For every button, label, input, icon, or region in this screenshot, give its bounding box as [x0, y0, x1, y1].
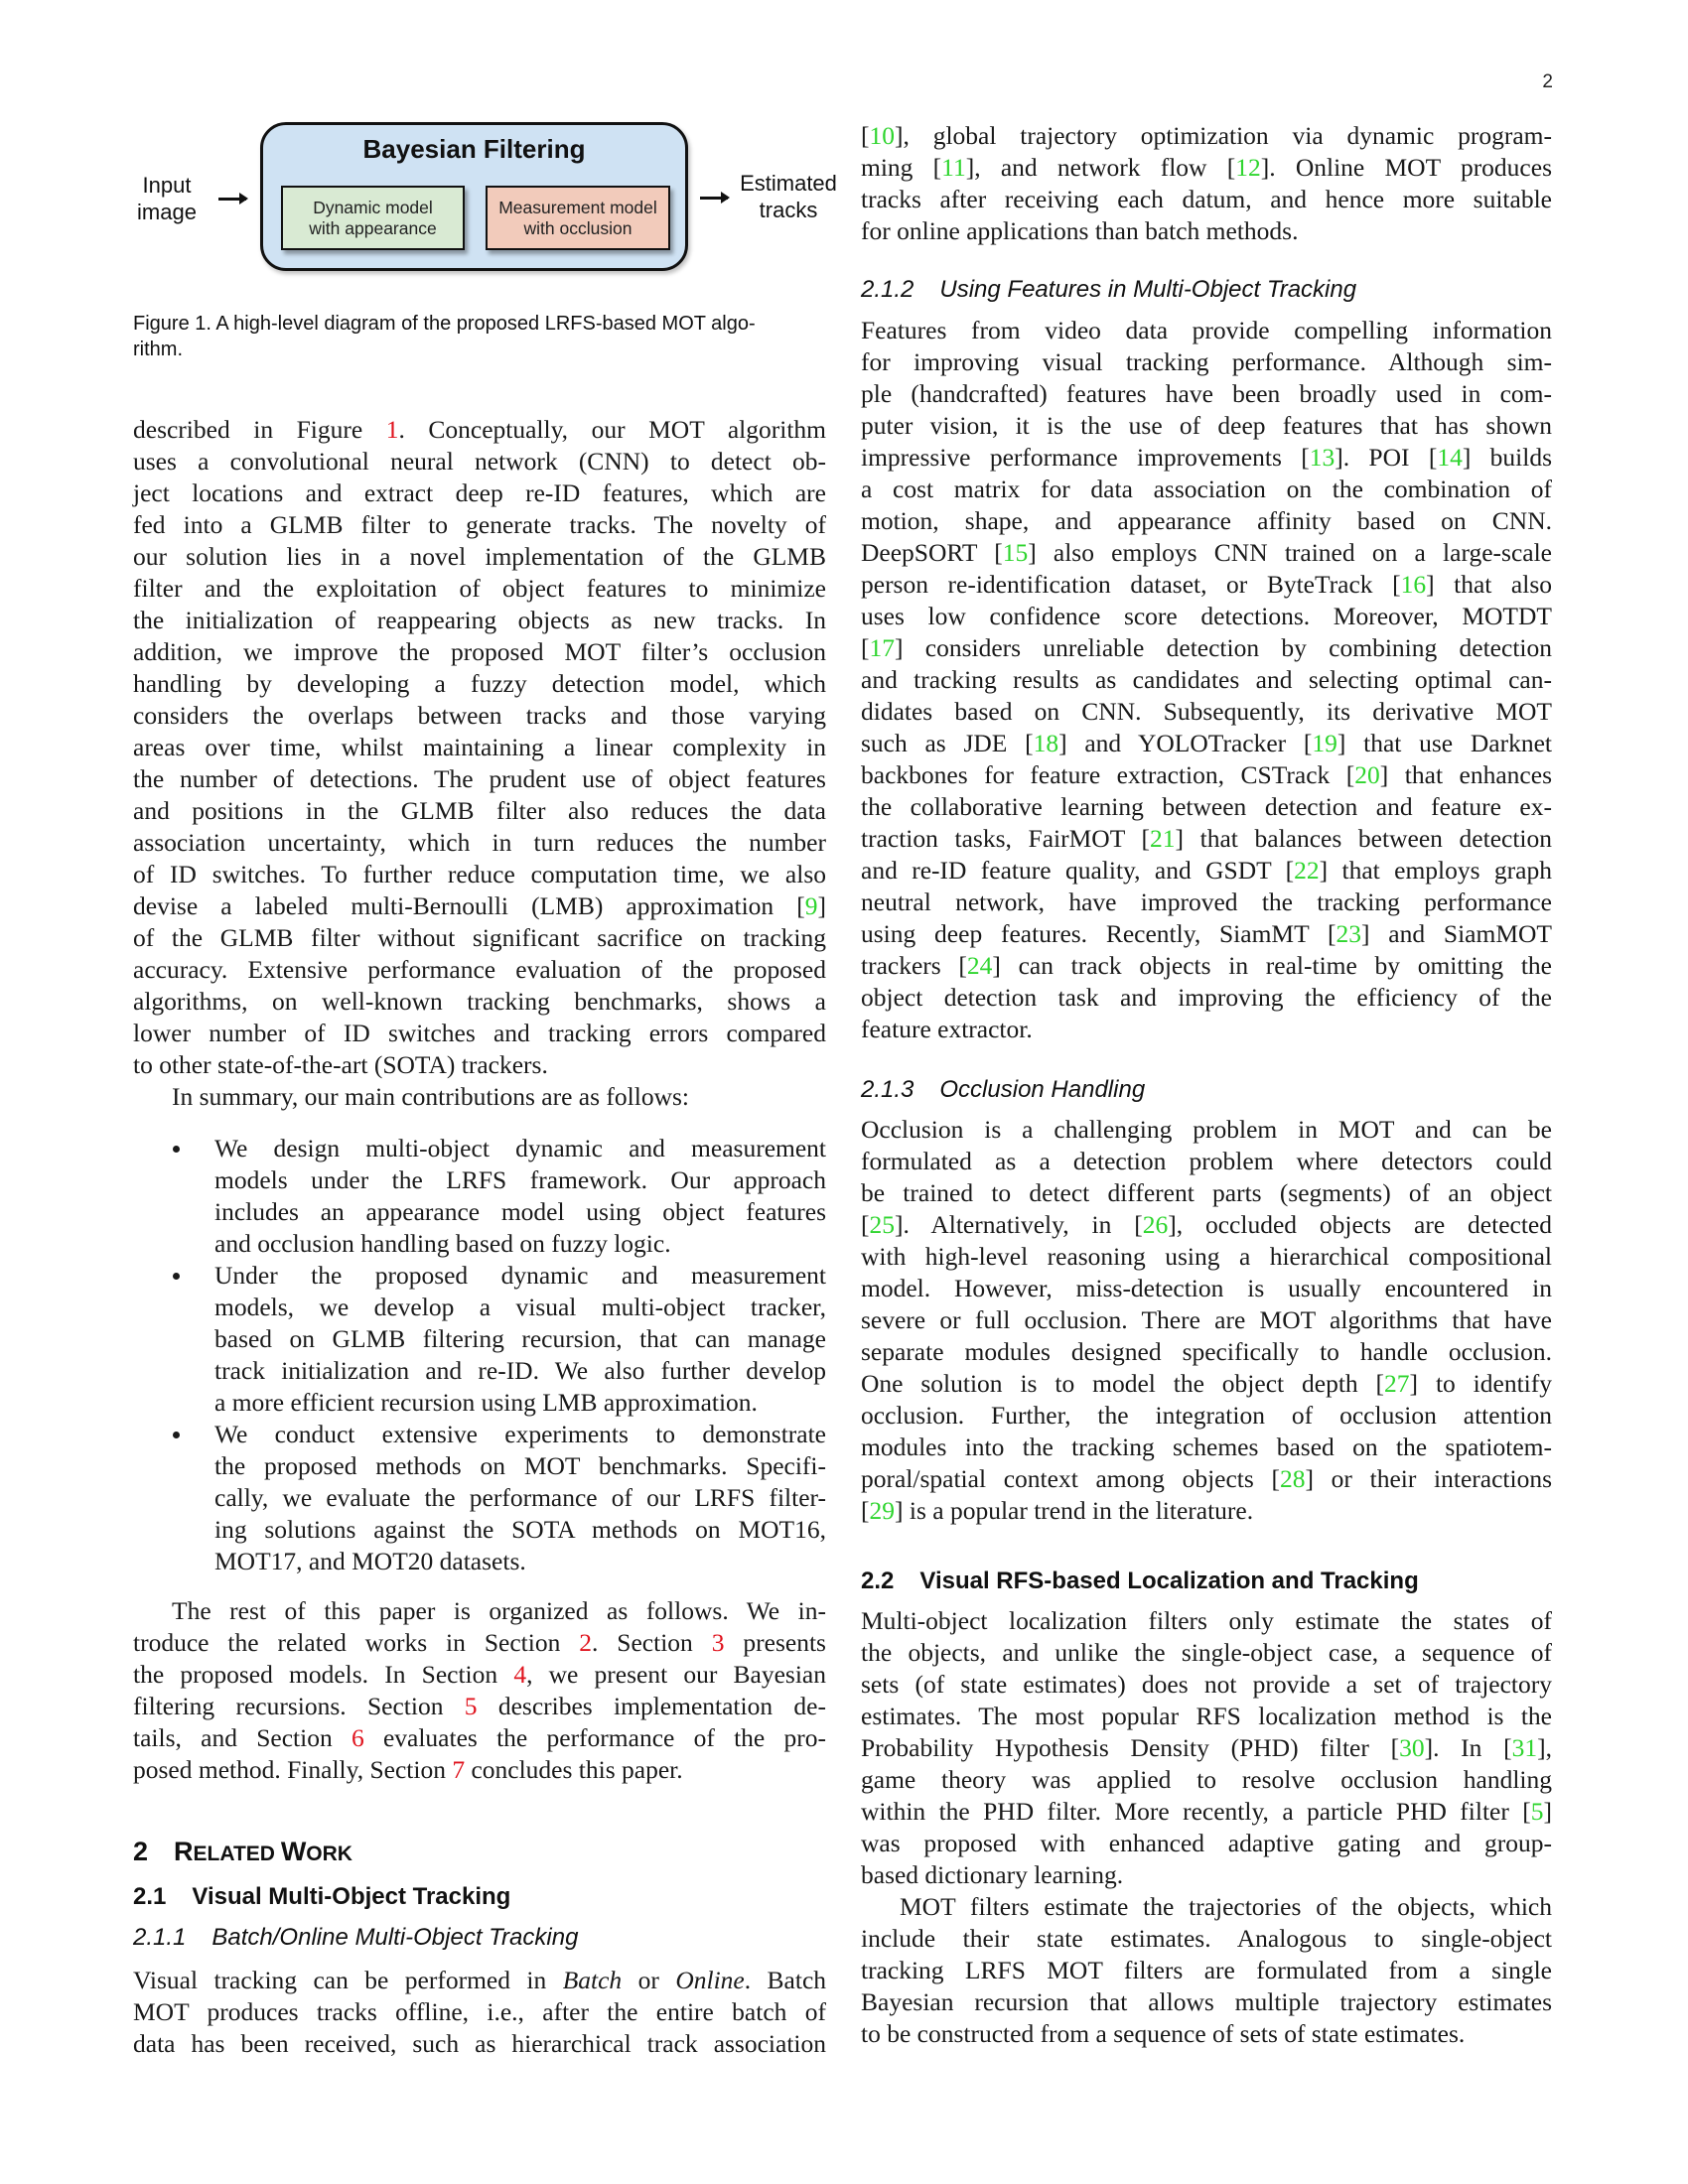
- section-number: 2.2: [861, 1568, 895, 1594]
- heading-cap: W: [280, 1837, 307, 1866]
- text-line: include their state estimates. Analogous to single-object: [861, 1924, 1552, 1953]
- citation-link[interactable]: 30: [1399, 1733, 1425, 1762]
- text-line: Visual tracking can be performed in Batch or Online. Batch: [133, 1966, 827, 1994]
- text-line: tails, and Section 6 evaluates the performance of the pro-: [133, 1723, 826, 1752]
- text-line: described in Figure 1. Conceptually, our MOT algorithm: [133, 415, 826, 444]
- citation-link[interactable]: 16: [1400, 570, 1427, 599]
- text-line: puter vision, it is the use of deep features that has shown: [861, 411, 1552, 440]
- text-line: ject locations and extract deep re-ID features, which are: [133, 478, 826, 507]
- text-line: and positions in the GLMB filter also reduces the data: [133, 796, 826, 825]
- organization-paragraph: [133, 1595, 826, 1786]
- citation-link[interactable]: 12: [1235, 153, 1261, 182]
- text-line: our solution lies in a novel implementation of the GLMB: [133, 542, 826, 571]
- citation-link[interactable]: 11: [941, 153, 966, 182]
- text-line: model. However, miss-detection is usually encountered in: [861, 1274, 1552, 1302]
- text-line: Multi-object localization filters only estimate the states of: [861, 1606, 1552, 1635]
- crossref-link[interactable]: 2: [579, 1628, 592, 1657]
- text-line: of ID switches. To further reduce computation time, we also: [133, 860, 826, 888]
- text-line: for online applications than batch methods.: [861, 216, 1299, 245]
- caption-line: rithm.: [133, 339, 183, 360]
- text-line: uses low confidence score detections. Moreover, MOTDT: [861, 602, 1552, 630]
- text-line: filter and the exploitation of object features to minimize: [133, 574, 826, 603]
- citation-link[interactable]: 13: [1309, 443, 1336, 472]
- intro-paragraph: [133, 414, 826, 1081]
- crossref-link[interactable]: 7: [452, 1755, 466, 1784]
- text-line: Bayesian recursion that allows multiple trajectory estimates: [861, 1987, 1552, 2016]
- citation-link[interactable]: 20: [1354, 760, 1380, 789]
- text-line: object detection task and improving the efficiency of the: [861, 983, 1552, 1012]
- emphasis: Online: [675, 1966, 745, 1994]
- section-number: 2.1.1: [133, 1924, 187, 1951]
- citation-link[interactable]: 19: [1312, 729, 1337, 757]
- text-line: [10], global trajectory optimization via dynamic program-: [861, 121, 1552, 150]
- text-line: game theory was applied to resolve occlusion handling: [861, 1765, 1552, 1794]
- citation-link[interactable]: 26: [1142, 1210, 1169, 1239]
- text-line: for improving visual tracking performance. Although sim-: [861, 347, 1552, 376]
- contribution-item: [133, 1419, 826, 1577]
- text-line: filtering recursions. Section 5 describes implementation de-: [133, 1692, 826, 1720]
- citation-link[interactable]: 22: [1294, 856, 1320, 885]
- bullet-icon: [173, 1146, 180, 1153]
- text-line: MOT filters estimate the trajectories of the objects, which: [900, 1892, 1552, 1921]
- text-line: estimates. The most popular RFS localization method is the: [861, 1702, 1552, 1730]
- figure-caption: [133, 311, 828, 362]
- emphasis: Batch: [562, 1966, 623, 1994]
- section-heading-2-1-3: [861, 1076, 1145, 1104]
- section-heading-2-2: [861, 1568, 1419, 1595]
- text-line: to be constructed from a sequence of sets of state estimates.: [861, 2019, 1466, 2048]
- text-line: data has been received, such as hierarchical track association: [133, 2029, 826, 2058]
- mot-filters-paragraph: [861, 1891, 1552, 2050]
- text-line: considers the overlaps between tracks and those varying: [133, 701, 826, 730]
- caption-line: Figure 1. A high-level diagram of the proposed LRFS-based MOT algo-: [133, 313, 756, 335]
- citation-link[interactable]: 9: [804, 891, 818, 920]
- text-line: a cost matrix for data association on the combination of: [861, 475, 1552, 503]
- text-line: neutral network, have improved the tracking performance: [861, 887, 1552, 916]
- text-line: We design multi-object dynamic and measurement: [214, 1134, 826, 1162]
- text-line: impressive performance improvements [13]. POI [14] builds: [861, 443, 1552, 472]
- text-line: of the GLMB filter without significant sacrifice on tracking: [133, 923, 826, 952]
- text-line: handling by developing a fuzzy detection model, which: [133, 669, 826, 698]
- citation-link[interactable]: 27: [1384, 1369, 1410, 1398]
- contribution-item: [133, 1260, 826, 1419]
- text-line: and tracking results as candidates and selecting optimal can-: [861, 665, 1552, 694]
- text-line: models under the LRFS framework. Our approach: [214, 1165, 826, 1194]
- bullet-icon: [173, 1273, 180, 1280]
- heading-smallcaps: ELATED: [193, 1843, 281, 1865]
- citation-link[interactable]: 29: [869, 1496, 895, 1525]
- text-line: troduce the related works in Section 2. Section 3 presents: [133, 1628, 826, 1657]
- crossref-link[interactable]: 5: [464, 1692, 478, 1720]
- output-label-line: tracks: [759, 198, 818, 222]
- contributions-list: [133, 1133, 826, 1577]
- citation-link[interactable]: 24: [966, 951, 993, 980]
- text-line: motion, shape, and appearance affinity based on CNN.: [861, 506, 1552, 535]
- section-title: Occlusion Handling: [939, 1076, 1146, 1103]
- text-line: formulated as a detection problem where detectors could: [861, 1147, 1552, 1175]
- text-line: The rest of this paper is organized as follows. We in-: [172, 1596, 826, 1625]
- text-line: lower number of ID switches and tracking errors compared: [133, 1019, 826, 1047]
- citation-link[interactable]: 17: [869, 633, 895, 662]
- text-line: based on GLMB filtering recursion, that can manage: [214, 1324, 826, 1353]
- text-line: cally, we evaluate the performance of our LRFS filter-: [214, 1483, 826, 1512]
- section-number: 2.1.2: [861, 276, 914, 303]
- text-line: feature extractor.: [861, 1015, 1033, 1043]
- contribution-item: [133, 1133, 826, 1260]
- page-number: 2: [1542, 71, 1553, 92]
- occlusion-paragraph: [861, 1114, 1552, 1527]
- text-line: to other state-of-the-art (SOTA) trackers.: [133, 1050, 548, 1079]
- features-paragraph: [861, 315, 1552, 1045]
- text-line: devise a labeled multi-Bernoulli (LMB) approximation [9]: [133, 891, 826, 920]
- section-heading-2-1-1: [133, 1924, 578, 1952]
- section-number: 2.1.3: [861, 1076, 914, 1103]
- text-line: addition, we improve the proposed MOT filter’s occlusion: [133, 637, 826, 666]
- text-line: be trained to detect different parts (segments) of an object: [861, 1178, 1552, 1207]
- output-label-line: Estimated: [740, 171, 837, 196]
- text-line: traction tasks, FairMOT [21] that balances between detection: [861, 824, 1552, 853]
- text-line: Under the proposed dynamic and measurement: [214, 1261, 826, 1290]
- text-line: areas over time, whilst maintaining a linear complexity in: [133, 733, 826, 761]
- text-line: [29] is a popular trend in the literature.: [861, 1496, 1254, 1525]
- text-line: [17] considers unreliable detection by combining detection: [861, 633, 1552, 662]
- citation-link[interactable]: 18: [1033, 729, 1059, 757]
- dynamic-model-line: with appearance: [309, 217, 437, 238]
- citation-link[interactable]: 23: [1336, 919, 1361, 948]
- input-image-label: [127, 172, 207, 225]
- text-line: the objects, and unlike the single-object case, a sequence of: [861, 1638, 1552, 1667]
- text-line: track initialization and re-ID. We also further develop: [214, 1356, 826, 1385]
- measurement-model-box: [486, 186, 670, 250]
- text-line: the proposed models. In Section 4, we present our Bayesian: [133, 1660, 826, 1689]
- section-heading-2: [133, 1837, 352, 1867]
- section-title: Using Features in Multi-Object Tracking: [939, 276, 1357, 303]
- text-line: MOT17, and MOT20 datasets.: [214, 1547, 526, 1575]
- section-title: Visual Multi-Object Tracking: [192, 1883, 511, 1910]
- text-line: didates based on CNN. Subsequently, its derivative MOT: [861, 697, 1552, 726]
- citation-link[interactable]: 14: [1437, 443, 1463, 472]
- input-label-line: image: [137, 200, 197, 224]
- text-line: One solution is to model the object depth [27] to identify: [861, 1369, 1552, 1398]
- citation-link[interactable]: 21: [1149, 824, 1176, 853]
- section-number: 2: [133, 1837, 149, 1866]
- citation-link[interactable]: 31: [1511, 1733, 1538, 1762]
- text-line: based dictionary learning.: [861, 1860, 1124, 1889]
- text-line: models, we develop a visual multi-object tracker,: [214, 1293, 826, 1321]
- text-line: ple (handcrafted) features have been broadly used in com-: [861, 379, 1552, 408]
- section-heading-2-1: [133, 1883, 510, 1911]
- batch-online-paragraph: [133, 1965, 826, 2060]
- text-line: occlusion. Further, the integration of occlusion attention: [861, 1401, 1552, 1430]
- citation-link[interactable]: 28: [1280, 1464, 1306, 1493]
- text-line: the collaborative learning between detection and feature ex-: [861, 792, 1552, 821]
- arrow-right-icon: [218, 198, 246, 201]
- dynamic-model-box: [281, 186, 465, 250]
- text-line: tracking LRFS MOT filters are formulated from a single: [861, 1956, 1552, 1984]
- text-line: the initialization of reappearing objects as new tracks. In: [133, 606, 826, 634]
- text-line: poral/spatial context among objects [28] or their interactions: [861, 1464, 1552, 1493]
- citation-link[interactable]: 10: [869, 121, 895, 150]
- heading-cap: R: [174, 1837, 194, 1866]
- text-line: backbones for feature extraction, CSTrack [20] that enhances: [861, 760, 1552, 789]
- text-line: fed into a GLMB filter to generate tracks. The novelty of: [133, 510, 826, 539]
- measurement-model-line: Measurement model: [498, 197, 657, 217]
- text-line: the number of detections. The prudent use of object features: [133, 764, 826, 793]
- text-line: algorithms, on well-known tracking benchmarks, shows a: [133, 987, 826, 1016]
- text-line: posed method. Finally, Section 7 concludes this paper.: [133, 1755, 683, 1784]
- batch-online-continued: [861, 120, 1552, 247]
- text-line: ing solutions against the SOTA methods on MOT16,: [214, 1515, 826, 1544]
- text-line: using deep features. Recently, SiamMT [23] and SiamMOT: [861, 919, 1552, 948]
- text-line: such as JDE [18] and YOLOTracker [19] that use Darknet: [861, 729, 1552, 757]
- heading-smallcaps: ORK: [306, 1843, 352, 1865]
- bayesian-filtering-title: Bayesian Filtering: [362, 134, 586, 164]
- arrow-right-icon: [700, 197, 728, 200]
- section-heading-2-1-2: [861, 276, 1356, 304]
- bullet-icon: [173, 1432, 180, 1438]
- text-line: We conduct extensive experiments to demonstrate: [214, 1420, 826, 1448]
- text-line: [25]. Alternatively, in [26], occluded objects are detected: [861, 1210, 1552, 1239]
- citation-link[interactable]: 25: [869, 1210, 895, 1239]
- text-line: Probability Hypothesis Density (PHD) filter [30]. In [31],: [861, 1733, 1552, 1762]
- text-line: tracks after receiving each datum, and hence more suitable: [861, 185, 1552, 213]
- section-number: 2.1: [133, 1883, 167, 1910]
- text-line: the proposed methods on MOT benchmarks. Specifi-: [214, 1451, 826, 1480]
- crossref-link[interactable]: 3: [711, 1628, 725, 1657]
- citation-link[interactable]: 15: [1002, 538, 1029, 567]
- text-line: MOT produces tracks offline, i.e., after the entire batch of: [133, 1997, 826, 2026]
- text-line: DeepSORT [15] also employs CNN trained on a large-scale: [861, 538, 1552, 567]
- text-line: separate modules designed specifically to handle occlusion.: [861, 1337, 1552, 1366]
- text-line: a more efficient recursion using LMB approximation.: [214, 1388, 758, 1417]
- text-line: severe or full occlusion. There are MOT algorithms that have: [861, 1305, 1552, 1334]
- section-title: Visual RFS-based Localization and Tracking: [919, 1568, 1419, 1594]
- crossref-link[interactable]: 1: [385, 415, 399, 444]
- crossref-link[interactable]: 4: [513, 1660, 527, 1689]
- estimated-tracks-label: [733, 170, 844, 223]
- text-line: sets (of state estimates) does not provide a set of trajectory: [861, 1670, 1552, 1699]
- text-line: includes an appearance model using object features: [214, 1197, 826, 1226]
- summary-intro: [133, 1081, 826, 1113]
- text-line: modules into the tracking schemes based on the spatiotem-: [861, 1433, 1552, 1461]
- text-line: and occlusion handling based on fuzzy logic.: [214, 1229, 671, 1258]
- measurement-model-line: with occlusion: [523, 217, 633, 238]
- dynamic-model-line: Dynamic model: [313, 197, 433, 217]
- text-line: In summary, our main contributions are as follows:: [172, 1082, 689, 1111]
- text-line: association uncertainty, which in turn reduces the number: [133, 828, 826, 857]
- text-line: Features from video data provide compelling information: [861, 316, 1552, 344]
- text-line: uses a convolutional neural network (CNN) to detect ob-: [133, 447, 826, 476]
- text-line: within the PHD filter. More recently, a particle PHD filter [5]: [861, 1797, 1552, 1826]
- text-line: trackers [24] can track objects in real-time by omitting the: [861, 951, 1552, 980]
- text-line: ming [11], and network flow [12]. Online MOT produces: [861, 153, 1552, 182]
- citation-link[interactable]: 5: [1530, 1797, 1544, 1826]
- section-title: Batch/Online Multi-Object Tracking: [211, 1924, 579, 1951]
- input-label-line: Input: [142, 173, 192, 198]
- text-line: and re-ID feature quality, and GSDT [22] that employs graph: [861, 856, 1552, 885]
- text-line: person re-identification dataset, or ByteTrack [16] that also: [861, 570, 1552, 599]
- text-line: Occlusion is a challenging problem in MOT and can be: [861, 1115, 1552, 1144]
- crossref-link[interactable]: 6: [351, 1723, 364, 1752]
- text-line: accuracy. Extensive performance evaluation of the proposed: [133, 955, 826, 984]
- rfs-paragraph: [861, 1605, 1552, 1891]
- text-line: with high-level reasoning using a hierarchical compositional: [861, 1242, 1552, 1271]
- text-line: was proposed with enhanced adaptive gating and group-: [861, 1829, 1552, 1857]
